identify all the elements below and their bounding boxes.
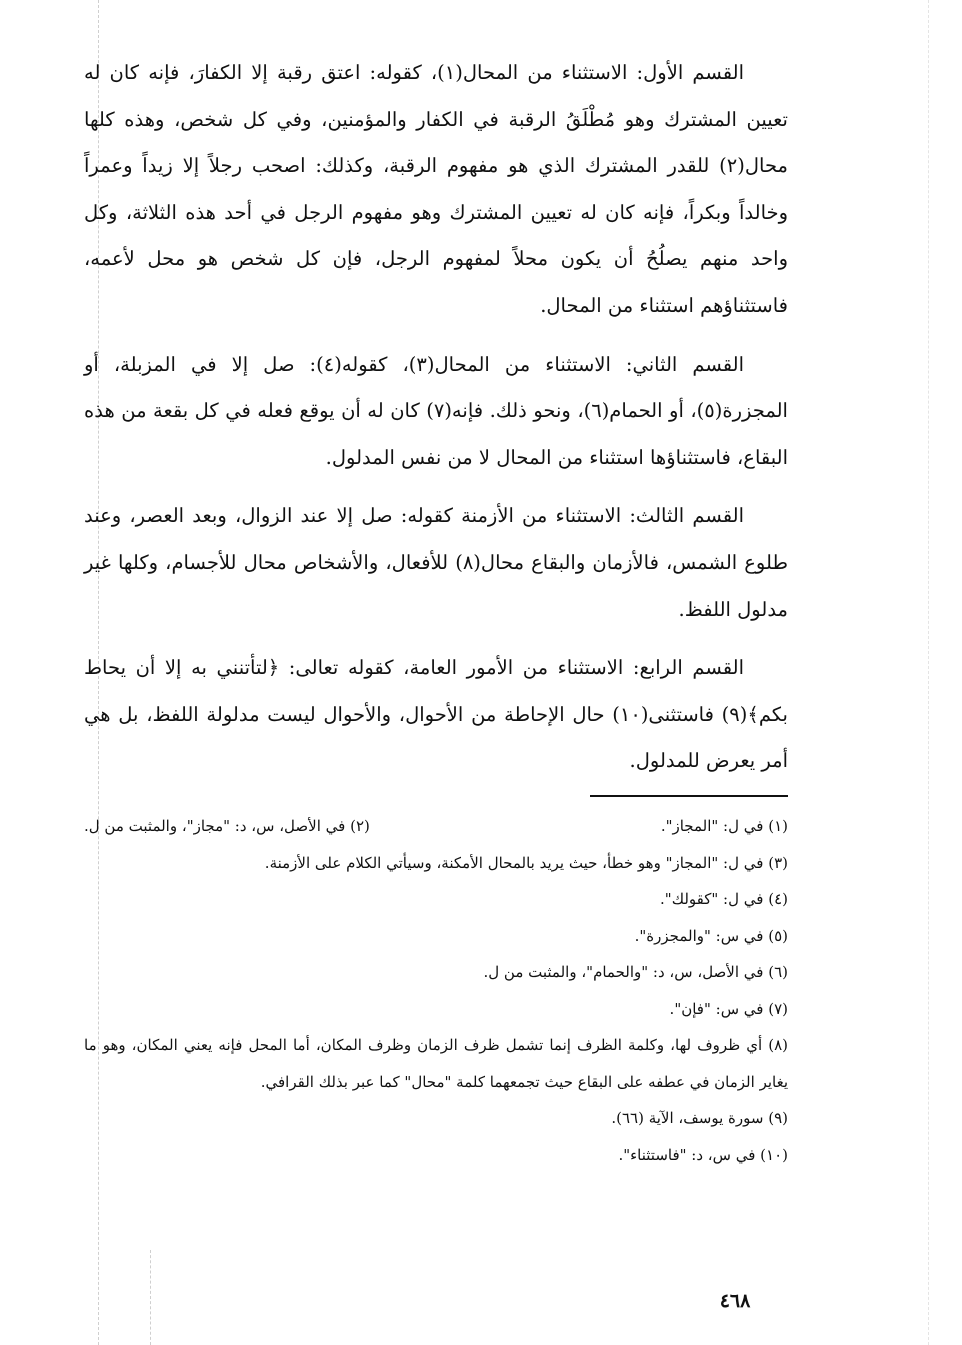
paragraph-section-4: القسم الرابع: الاستثناء من الأمور العامة، كقوله تعالى: ﴿لتأتنني به إلا أن يحاط بكم﴾(٩) فاستثنى(١٠) حال الإحاطة من الأحوال، والأحوال ليست مدلولة اللفظ، بل هي أمر يعرض للمدلول. <box>84 656 788 773</box>
footnote-10: (١٠) في س، د: "فاستثناء". <box>618 1145 788 1164</box>
footnote-5: (٥) في س: "والمجزرة". <box>634 926 788 945</box>
footnote-6: (٦) في الأصل، س، د: "والحمام"، والمثبت من ل. <box>483 963 788 981</box>
scan-margin-line <box>150 1250 152 1345</box>
footnote-1: (١) في ل: "المجاز". <box>660 817 788 835</box>
footnote-row <box>84 808 788 845</box>
footnote-9: (٩) سورة يوسف، الآية (٦٦). <box>611 1109 788 1127</box>
footnote-8: (٨) أي ظروف لها، وكلمة الظرف إنما تشمل ظرف الزمان وظرف المكان، أما المحل فإنه يعني المكان، وهو ما يغاير الزمان في عطفه على البقاع حيث تجمعهما كلمة "محال" كما عبر بذلك القرافي. <box>84 1036 788 1091</box>
footnotes <box>84 808 788 1173</box>
footnote-3: (٣) في ل: "المجاز" وهو خطأ، حيث يريد بالمحال الأمكنة، وسيأتي الكلام على الأزمنة. <box>264 853 788 872</box>
footnote-7: (٧) في س: "فإن". <box>669 999 788 1018</box>
scan-margin-line <box>928 0 930 1345</box>
paragraph-section-1: القسم الأول: الاستثناء من المحال(١)، كقوله: اعتق رقبة إلا الكفارَ، فإنه كان له تعيين المشترك وهو مُطْلَقُ الرقبة في الكفار والمؤمنين، وفي كل شخص، وهذه كلها محال(٢) للقدر المشترك الذي هو مفهوم الرقبة، وكذلك: اصحب رجلاً إلا زيداً وعمراً وخالداً وبكراً، فإنه كان له تعيين المشترك وهو مفهوم الرجل في أحد هذه الثلاثة، وكل واحد منهم يصلُحُ أن يكون محلاً لمفهوم الرجل، فإن كل شخص هو محل لأعمه، فاستثناؤهم استثناء من المحال. <box>84 61 788 317</box>
paragraph-section-2: القسم الثاني: الاستثناء من المحال(٣)، كقوله(٤): صل إلا في المزبلة، أو المجزرة(٥)، أو الحمام(٦)، ونحو ذلك. فإنه(٧) كان له أن يوقع فعله في كل بقعة من هذه البقاع، فاستثناؤها استثناء من المحال لا من نفس المدلول. <box>84 352 788 469</box>
main-text <box>84 50 788 797</box>
page-number: ٤٦٨ <box>719 1290 751 1312</box>
footnote-2: (٢) في الأصل، س، د: "مجاز"، والمثبت من ل. <box>84 817 370 835</box>
footnote-4: (٤) في ل: "كقولك". <box>660 890 788 908</box>
footnote-divider <box>590 795 788 797</box>
paragraph-section-3: القسم الثالث: الاستثناء من الأزمنة كقوله: صل إلا عند الزوال، وبعد العصر، وعند طلوع الشمس، فالأزمان والبقاع محال(٨) للأفعال، والأشخاص محال للأجسام، وكلها غير مدلول اللفظ. <box>84 504 788 621</box>
